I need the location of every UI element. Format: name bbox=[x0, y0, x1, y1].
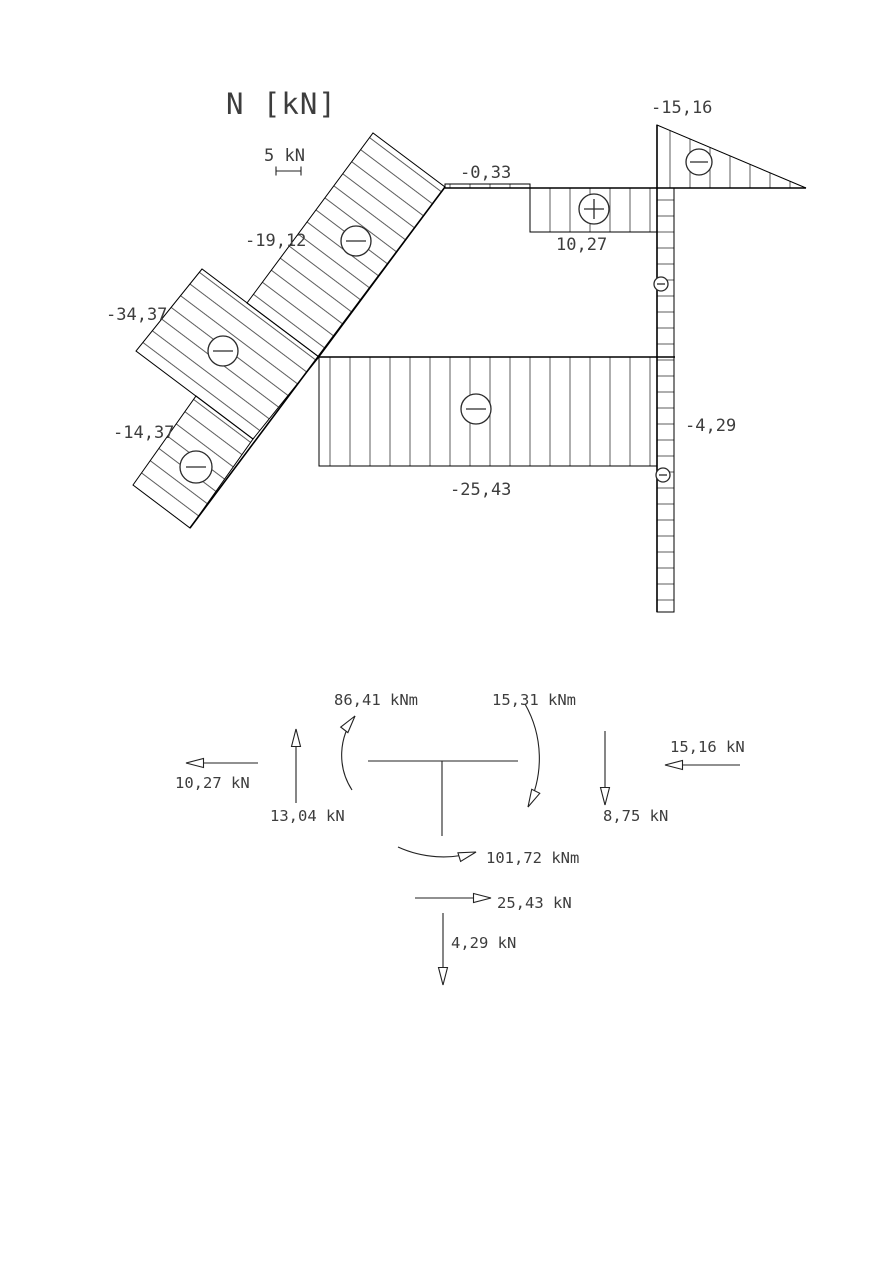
value-diag-upper: -19,12 bbox=[245, 231, 307, 251]
value-diag-low: -14,37 bbox=[113, 423, 175, 443]
normal-force-diagram bbox=[106, 87, 806, 612]
minus-sign-icon bbox=[180, 451, 212, 483]
moment-arrow-cw-right bbox=[525, 704, 539, 807]
moment-label-bottom: 101,72 kNm bbox=[486, 849, 580, 867]
scale-bar bbox=[276, 167, 301, 176]
moment-label-top-right: 15,31 kNm bbox=[492, 691, 576, 709]
diagram-title: N [kN] bbox=[226, 87, 337, 121]
band-column-negative bbox=[657, 188, 674, 612]
value-diag-mid: -34,37 bbox=[106, 305, 168, 325]
force-label-right: 15,16 kN bbox=[670, 738, 745, 756]
force-label-up: 13,04 kN bbox=[270, 807, 345, 825]
plus-sign-icon bbox=[579, 194, 609, 224]
moment-arrow-bottom bbox=[398, 847, 476, 857]
value-top-beam-neg: -0,33 bbox=[460, 163, 512, 183]
minus-sign-icon bbox=[461, 394, 491, 424]
minus-sign-icon bbox=[686, 149, 712, 175]
scale-label: 5 kN bbox=[264, 146, 305, 166]
support-reactions-diagram bbox=[175, 691, 745, 985]
band-cantilever-negative bbox=[657, 125, 806, 188]
moment-label-top-left: 86,41 kNm bbox=[334, 691, 418, 709]
value-cantilever: -15,16 bbox=[651, 98, 713, 118]
force-label-down-bottom: 4,29 kN bbox=[451, 934, 517, 952]
moment-arrow-ccw-left bbox=[342, 716, 355, 790]
value-top-beam-pos: 10,27 bbox=[556, 235, 608, 255]
force-label-down: 8,75 kN bbox=[603, 807, 669, 825]
force-label-horizontal: 25,43 kN bbox=[497, 894, 572, 912]
scale-indicator bbox=[264, 146, 305, 176]
minus-sign-icon bbox=[654, 277, 668, 291]
node-structure-lines bbox=[368, 761, 518, 836]
force-label-left: 10,27 kN bbox=[175, 774, 250, 792]
value-mid-beam: -25,43 bbox=[450, 480, 512, 500]
minus-sign-icon bbox=[341, 226, 371, 256]
minus-sign-icon bbox=[656, 468, 670, 482]
value-column: -4,29 bbox=[685, 416, 737, 436]
minus-sign-icon bbox=[208, 336, 238, 366]
